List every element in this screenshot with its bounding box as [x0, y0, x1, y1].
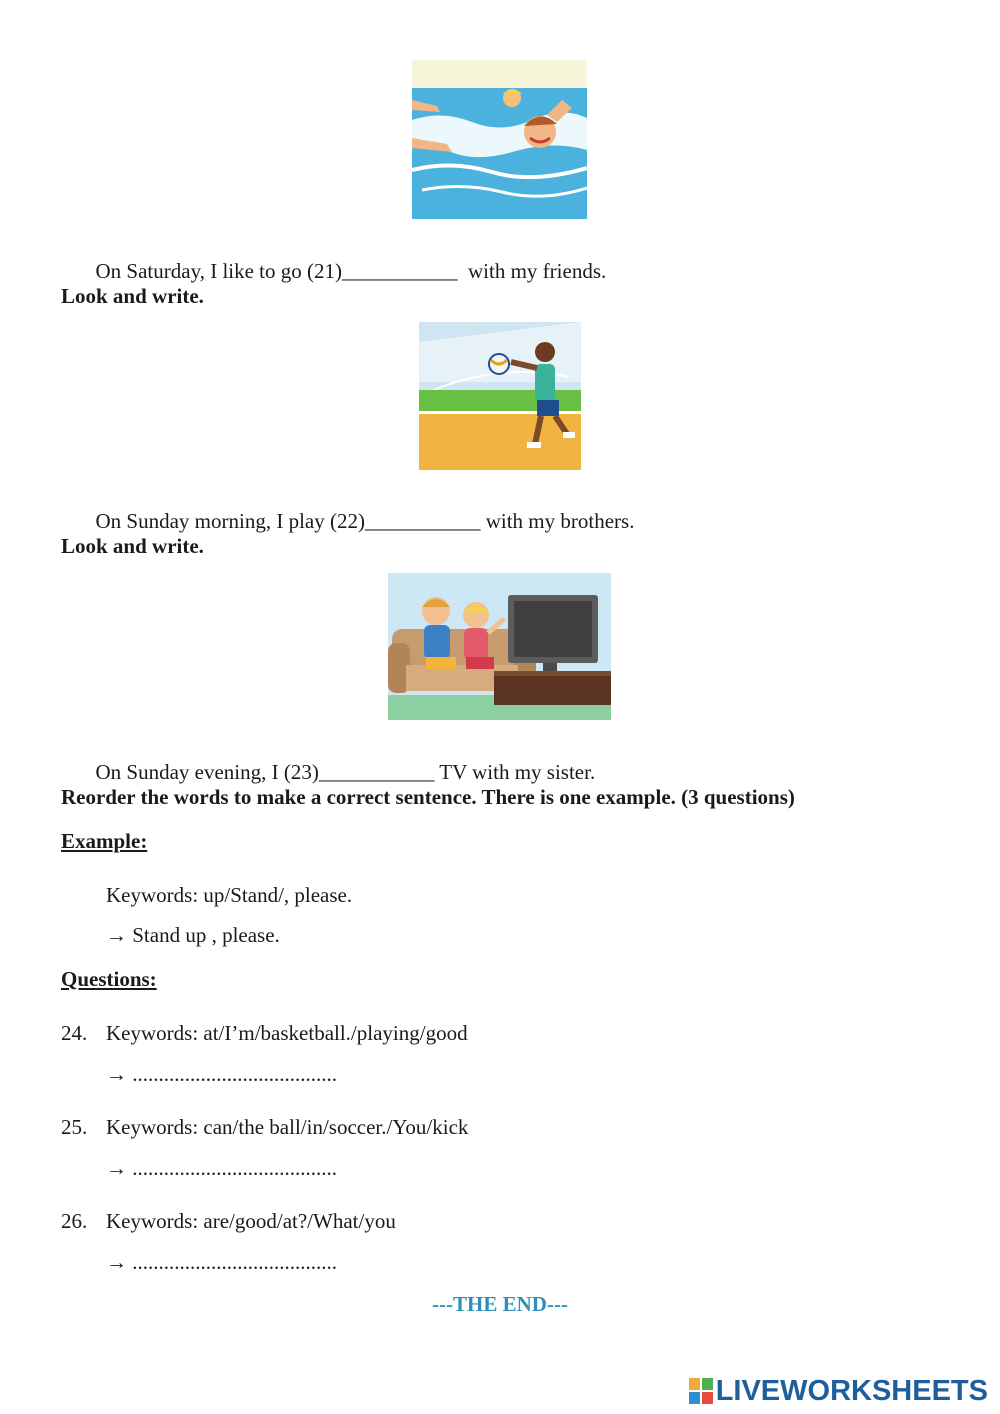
logo-text: LIVEWORKSHEETS	[715, 1374, 988, 1407]
sentence-22	[85, 482, 634, 534]
sentence-21-end: with my friends.	[457, 259, 607, 283]
question-25-keywords: Keywords: can/the ball/in/soccer./You/kick	[106, 1115, 469, 1139]
blank-22[interactable]: ___________	[364, 509, 481, 533]
volleyball-picture	[419, 322, 581, 470]
sentence-21-start: On Saturday, I like to go (21)	[95, 259, 343, 283]
question-25-answer[interactable]: → .......................................	[106, 1156, 337, 1180]
instruction-look-write-1: Look and write.	[61, 284, 204, 308]
the-end-text: ---THE END---	[432, 1292, 568, 1316]
liveworksheets-logo[interactable]	[689, 1374, 988, 1408]
logo-badge	[689, 1378, 713, 1404]
sentence-22-end: with my brothers.	[480, 509, 635, 533]
question-26-number: 26.	[61, 1209, 88, 1233]
swimming-picture	[412, 60, 587, 219]
instruction-look-write-2: Look and write.	[61, 534, 204, 558]
example-keywords: Keywords: up/Stand/, please.	[106, 883, 353, 907]
blank-23[interactable]: ___________	[318, 760, 435, 784]
question-26-keywords: Keywords: are/good/at?/What/you	[106, 1209, 396, 1233]
question-24-answer[interactable]: → .......................................	[106, 1062, 337, 1086]
blank-21[interactable]: ___________	[342, 259, 458, 283]
sentence-23	[85, 733, 595, 785]
question-24-number: 24.	[61, 1021, 88, 1045]
reorder-heading: Reorder the words to make a correct sentence. There is one example. (3 questions)	[61, 785, 795, 809]
sentence-23-start: On Sunday evening, I (23)	[95, 760, 319, 784]
question-24-keywords: Keywords: at/I’m/basketball./playing/good	[106, 1021, 468, 1045]
questions-label: Questions:	[61, 967, 157, 991]
question-25-number: 25.	[61, 1115, 88, 1139]
question-26-answer[interactable]: → .......................................	[106, 1250, 337, 1274]
sentence-22-start: On Sunday morning, I play (22)	[95, 509, 365, 533]
sentence-21	[85, 232, 606, 284]
example-answer: → Stand up , please.	[106, 923, 280, 947]
example-label: Example:	[61, 829, 148, 853]
sentence-23-end: TV with my sister.	[434, 760, 596, 784]
watching-tv-picture	[388, 573, 611, 720]
